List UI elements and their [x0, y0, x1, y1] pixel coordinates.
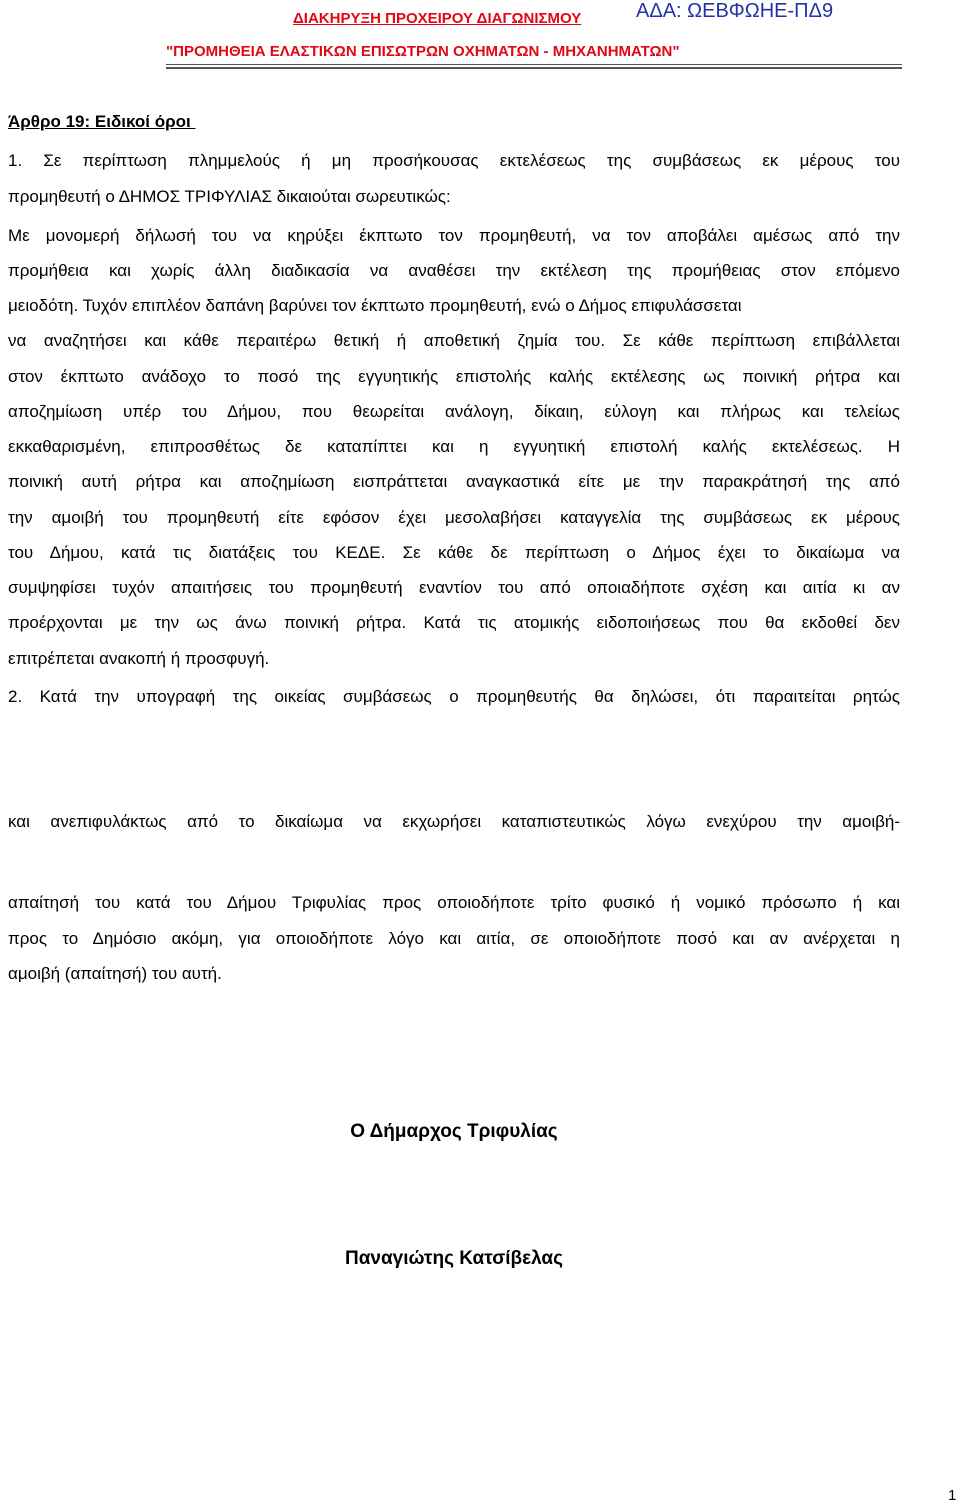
body-line: την αμοιβή του προμηθευτή είτε εφόσον έχει μεσολαβήσει καταγγελία της συμβάσεως εκ μέρους	[8, 508, 900, 527]
body-line: προμηθευτή ο ΔΗΜΟΣ ΤΡΙΦΥΛΙΑΣ δικαιούται σωρευτικώς:	[8, 187, 451, 206]
body-line: προμήθεια και χωρίς άλλη διαδικασία να αναθέσει την εκτέλεση της προμήθειας στον επόμενο	[8, 261, 900, 280]
body-line: προέρχονται με την ως άνω ποινική ρήτρα. Κατά τις ατομικής ειδοποιήσεως που θα εκδοθεί δεν	[8, 613, 900, 632]
body-line: 1. Σε περίπτωση πλημμελούς ή μη προσήκουσας εκτελέσεως της συμβάσεως εκ μέρους του	[8, 151, 900, 170]
body-line: αμοιβή (απαίτησή) του αυτή.	[8, 964, 222, 983]
header-divider	[166, 64, 902, 65]
body-line: εκκαθαρισμένη, επιπροσθέτως δε καταπίπτει και η εγγυητική επιστολή καλής εκτελέσεως. Η	[8, 437, 900, 456]
body-line: συμψηφίσει τυχόν απαιτήσεις του προμηθευτή εναντίον του από οποιαδήποτε σχέση και αιτία κι αν	[8, 578, 900, 597]
body-line: ποινική αυτή ρήτρα και αποζημίωση εισπράττεται αναγκαστικά είτε με την παρακράτησή της από	[8, 472, 900, 491]
ada-code: ΑΔΑ: ΩΕΒΦΩΗΕ-ΠΔ9	[636, 0, 834, 22]
body-line: μειοδότη. Τυχόν επιπλέον δαπάνη βαρύνει τον έκπτωτο προμηθευτή, ενώ ο Δήμος επιφυλάσσεται	[8, 296, 742, 315]
tender-title: ΔΙΑΚΗΡΥΞΗ ΠΡΟΧΕΙΡΟΥ ΔΙΑΓΩΝΙΣΜΟΥ	[293, 10, 582, 27]
tender-subtitle: "ΠΡΟΜΗΘΕΙΑ ΕΛΑΣΤΙΚΩΝ ΕΠΙΣΩΤΡΩΝ ΟΧΗΜΑΤΩΝ - ΜΗΧΑΝΗΜΑΤΩΝ"	[166, 43, 680, 60]
page-number: 1	[948, 1487, 957, 1504]
signatory-name: Παναγιώτης Κατσίβελας	[345, 1248, 563, 1269]
body-line: 2. Κατά την υπογραφή της οικείας συμβάσεως ο προμηθευτής θα δηλώσει, ότι παραιτείται ρητώς	[8, 687, 900, 706]
body-line: στον έκπτωτο ανάδοχο το ποσό της εγγυητικής επιστολής καλής εκτέλεσης ως ποινική ρήτρα και	[8, 367, 900, 386]
body-line: και ανεπιφυλάκτως από το δικαίωμα να εκχωρήσει καταπιστευτικώς λόγω ενεχύρου την αμοιβή-	[8, 812, 900, 831]
body-line: Με μονομερή δήλωσή του να κηρύξει έκπτωτο τον προμηθευτή, να τον αποβάλει αμέσως από την	[8, 226, 900, 245]
body-line: αποζημίωση υπέρ του Δήμου, που θεωρείται ανάλογη, δίκαιη, εύλογη και πλήρως και τελείως	[8, 402, 900, 421]
signatory-role: Ο Δήμαρχος Τριφυλίας	[350, 1121, 558, 1142]
article-heading: Άρθρο 19: Ειδικοί όροι	[8, 112, 196, 131]
body-line: απαίτησή του κατά του Δήμου Τριφυλίας προς οποιοδήποτε τρίτο φυσικό ή νομικό πρόσωπο ή και	[8, 893, 900, 912]
body-line: επιτρέπεται ανακοπή ή προσφυγή.	[8, 649, 270, 668]
body-line: να αναζητήσει και κάθε περαιτέρω θετική ή αποθετική ζημία του. Σε κάθε περίπτωση επιβάλλεται	[8, 331, 900, 350]
body-line: του Δήμου, κατά τις διατάξεις του ΚΕΔΕ. Σε κάθε δε περίπτωση ο Δήμος έχει το δικαίωμα να	[8, 543, 900, 562]
header-divider-thick	[166, 67, 902, 69]
body-line: προς το Δημόσιο ακόμη, για οποιοδήποτε λόγο και αιτία, σε οποιοδήποτε ποσό και αν ανέρχεται η	[8, 929, 900, 948]
